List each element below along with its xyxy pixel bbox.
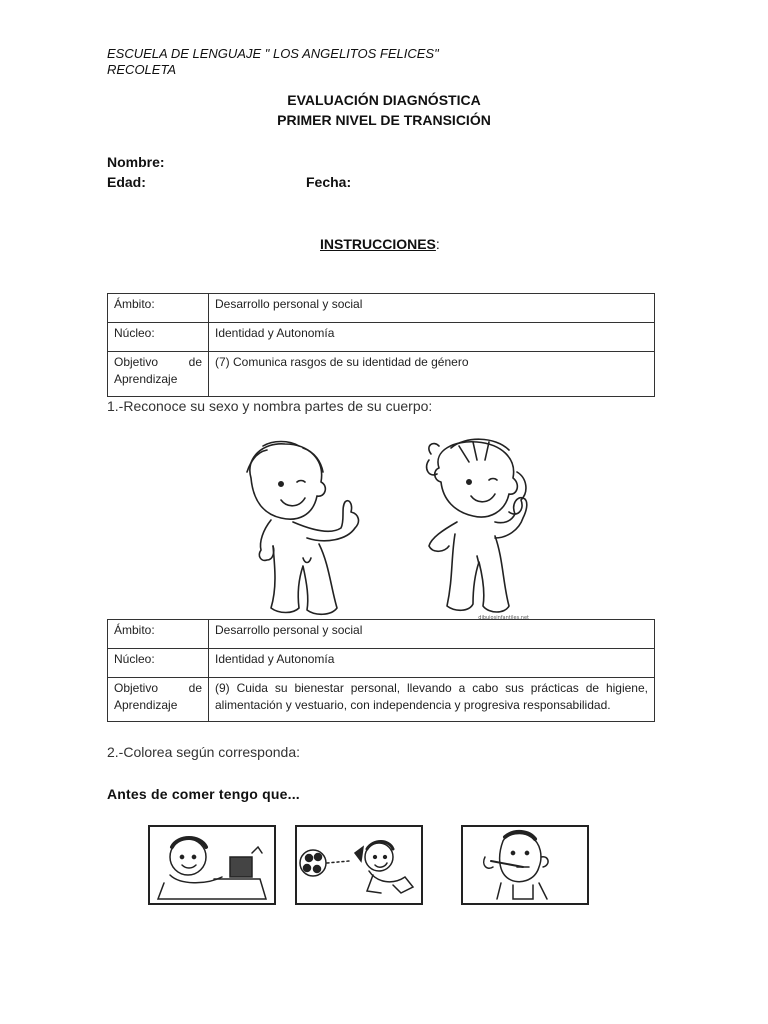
objetivo-value-line1: (9) Cuida su bienestar personal, llevando a cabo sus prácticas de higiene, (215, 681, 648, 695)
ambito-label: Ámbito: (108, 294, 209, 323)
nucleo-label: Núcleo: (108, 323, 209, 352)
ambito-value: Desarrollo personal y social (209, 620, 655, 649)
picture-playing-ball (295, 825, 423, 905)
ambito-value: Desarrollo personal y social (209, 294, 655, 323)
ball-icon (297, 827, 421, 903)
instructions-heading (320, 236, 440, 252)
objective-table-2 (107, 619, 655, 722)
picture-brush-teeth (461, 825, 589, 905)
objetivo-label-line1: Objetivo de (114, 681, 202, 695)
objetivo-label-line2: Aprendizaje (114, 372, 178, 386)
objetivo-value-line2: alimentación y vestuario, con independencia y progresiva responsabilidad. (215, 698, 611, 712)
wash-hands-icon (150, 827, 274, 903)
objetivo-value (209, 678, 655, 722)
question-1: 1.-Reconoce su sexo y nombra partes de su cuerpo: (107, 398, 433, 414)
toothbrush-icon (463, 827, 587, 903)
name-field-label: Nombre: (107, 154, 165, 170)
children-body-illustration (233, 438, 533, 622)
instructions-label: INSTRUCCIONES (320, 236, 436, 252)
illustration-credit: dibujosinfantiles.net (478, 615, 529, 621)
nucleo-label: Núcleo: (108, 649, 209, 678)
school-name: ESCUELA DE LENGUAJE " LOS ANGELITOS FELICES" (107, 46, 439, 61)
boy-figure (247, 442, 358, 615)
document-subtitle: PRIMER NIVEL DE TRANSICIÓN (277, 112, 491, 128)
objetivo-value: (7) Comunica rasgos de su identidad de género (209, 352, 655, 397)
date-field-label: Fecha: (306, 174, 352, 190)
nucleo-value: Identidad y Autonomía (209, 649, 655, 678)
question-2: 2.-Colorea según corresponda: (107, 744, 301, 760)
document-title: EVALUACIÓN DIAGNÓSTICA (287, 92, 481, 108)
objetivo-label (108, 678, 209, 722)
objetivo-label-line2: Aprendizaje (114, 698, 178, 712)
subheading-before-eating: Antes de comer tengo que... (107, 786, 300, 802)
age-field-label: Edad: (107, 174, 146, 190)
objetivo-label-line1: Objetivo de (114, 355, 202, 369)
school-location: RECOLETA (107, 62, 177, 77)
picture-wash-hands (148, 825, 276, 905)
ambito-label: Ámbito: (108, 620, 209, 649)
girl-figure (427, 439, 527, 612)
objective-table-1 (107, 293, 655, 397)
nucleo-value: Identidad y Autonomía (209, 323, 655, 352)
objetivo-label (108, 352, 209, 397)
instructions-colon: : (435, 236, 440, 252)
